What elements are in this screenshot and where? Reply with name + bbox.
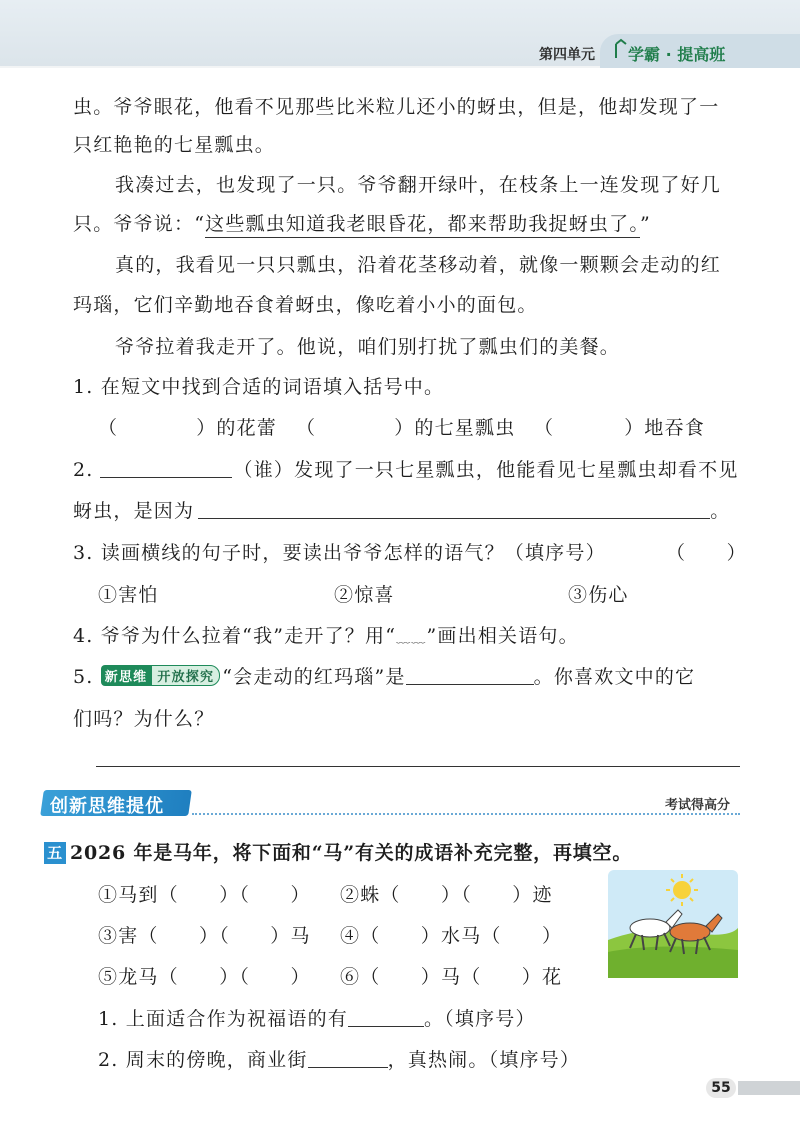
sub2-blank[interactable]	[308, 1049, 388, 1068]
q2-blank-reason[interactable]	[198, 500, 710, 519]
passage-line: 虫。爷爷眼花，他看不见那些比米粒儿还小的蚜虫，但是，他却发现了一	[73, 96, 720, 118]
section-title: 创新思维提优	[50, 796, 164, 817]
brand-label: 学霸 · 提高班	[628, 45, 726, 64]
q5-text-a: “会走动的红玛瑙”是	[222, 666, 406, 688]
q1-blank-c: （ ）地吞食	[534, 417, 706, 439]
section-subtitle: 考试得高分	[664, 798, 730, 813]
q5-blank[interactable]	[406, 666, 534, 685]
grad-cap-icon	[614, 38, 628, 60]
idiom-item[interactable]: ①马到（ ）（ ）	[98, 884, 311, 906]
passage-line	[73, 209, 651, 236]
sub-question-2	[98, 1045, 580, 1072]
q1-text-a: 的花蕾	[216, 417, 278, 439]
page-number: 55	[706, 1078, 736, 1098]
question-3: 3. 读画横线的句子时，要读出爷爷怎样的语气？（填序号）	[73, 542, 606, 564]
idiom-item[interactable]: ⑥（ ）马（ ）花	[340, 966, 563, 988]
question-5	[73, 662, 695, 689]
question-2-cont	[73, 496, 730, 523]
question-2	[73, 455, 739, 482]
header-divider	[0, 66, 610, 68]
q5-answer-line[interactable]	[96, 766, 740, 767]
q1-blank-a: （ ）的花蕾	[98, 417, 278, 439]
question-five	[44, 838, 632, 865]
sub2-text-b: ，真热闹。（填序号）	[387, 1049, 581, 1071]
sub1-text-b: 。（填序号）	[423, 1008, 536, 1030]
section-dotted-line	[192, 813, 740, 815]
passage-line: 真的，我看见一只只瓢虫，沿着花茎移动着，就像一颗颗会走动的红	[115, 254, 722, 276]
idiom-item[interactable]: ②蛛（ ）（ ）迹	[340, 884, 553, 906]
passage-text: ”	[640, 213, 651, 235]
idiom-item[interactable]: ④（ ）水马（ ）	[340, 925, 563, 947]
q5-number: 5.	[73, 666, 94, 688]
idiom-item[interactable]: ⑤龙马（ ）（ ）	[98, 966, 311, 988]
passage-line: 我凑过去，也发现了一只。爷爷翻开绿叶，在枝条上一连发现了好几	[115, 174, 722, 196]
page-number-bar	[738, 1081, 800, 1095]
sub-question-1	[98, 1004, 536, 1031]
q2-blank-who[interactable]	[100, 459, 232, 478]
sub1-text-a: 1. 上面适合作为祝福语的有	[98, 1008, 348, 1030]
tag-open-inquiry: 开放探究	[151, 665, 220, 686]
q5-tags	[101, 665, 220, 686]
unit-label: 第四单元	[539, 47, 595, 63]
question-five-stem: 2026 年是马年，将下面和“马”有关的成语补充完整，再填空。	[70, 842, 633, 864]
idiom-item[interactable]: ③害（ ）（ ）马	[98, 925, 311, 947]
q1-text-c: 地吞食	[644, 417, 706, 439]
tag-new-thinking: 新思维	[101, 665, 152, 686]
question-4	[73, 621, 579, 648]
q2-end: 。	[710, 500, 731, 522]
wavy-line-mark: ﹏﹏	[396, 630, 427, 646]
question-badge: 五	[44, 842, 66, 864]
q2-text-b: 蚜虫，是因为	[73, 500, 195, 522]
q2-text: （谁）发现了一只七星瓢虫，他能看见七星瓢虫却看不见	[233, 459, 739, 481]
question-5-cont: 们吗？为什么？	[73, 708, 215, 730]
q5-text-b: 。你喜欢文中的它	[533, 666, 696, 688]
passage-line: 玛瑙，它们辛勤地吞食着蚜虫，像吃着小小的面包。	[73, 294, 538, 316]
question-1: 1. 在短文中找到合适的词语填入括号中。	[73, 376, 445, 398]
q3-option-2: ②惊喜	[334, 584, 395, 606]
q4-text-a: 4. 爷爷为什么拉着“我”走开了？用“	[73, 625, 397, 647]
q1-text-b: 的七星瓢虫	[414, 417, 516, 439]
q3-answer-paren[interactable]: （ ）	[666, 542, 747, 564]
section-header	[42, 790, 742, 818]
sub2-text-a: 2. 周末的傍晚，商业街	[98, 1049, 308, 1071]
passage-line: 只红艳艳的七星瓢虫。	[73, 134, 276, 156]
passage-line: 爷爷拉着我走开了。他说，咱们别打扰了瓢虫们的美餐。	[115, 336, 621, 358]
q3-option-1: ①害怕	[98, 584, 159, 606]
passage-text: 只。爷爷说：“	[73, 213, 206, 235]
q3-option-3: ③伤心	[568, 584, 629, 606]
underlined-sentence: 这些瓢虫知道我老眼昏花，都来帮助我捉蚜虫了。	[205, 213, 640, 238]
q1-blank-b: （ ）的七星瓢虫	[296, 417, 516, 439]
sub1-blank[interactable]	[348, 1008, 424, 1027]
q2-number: 2.	[73, 459, 94, 481]
q4-text-b: ”画出相关语句。	[426, 625, 579, 647]
horses-illustration	[608, 870, 738, 978]
